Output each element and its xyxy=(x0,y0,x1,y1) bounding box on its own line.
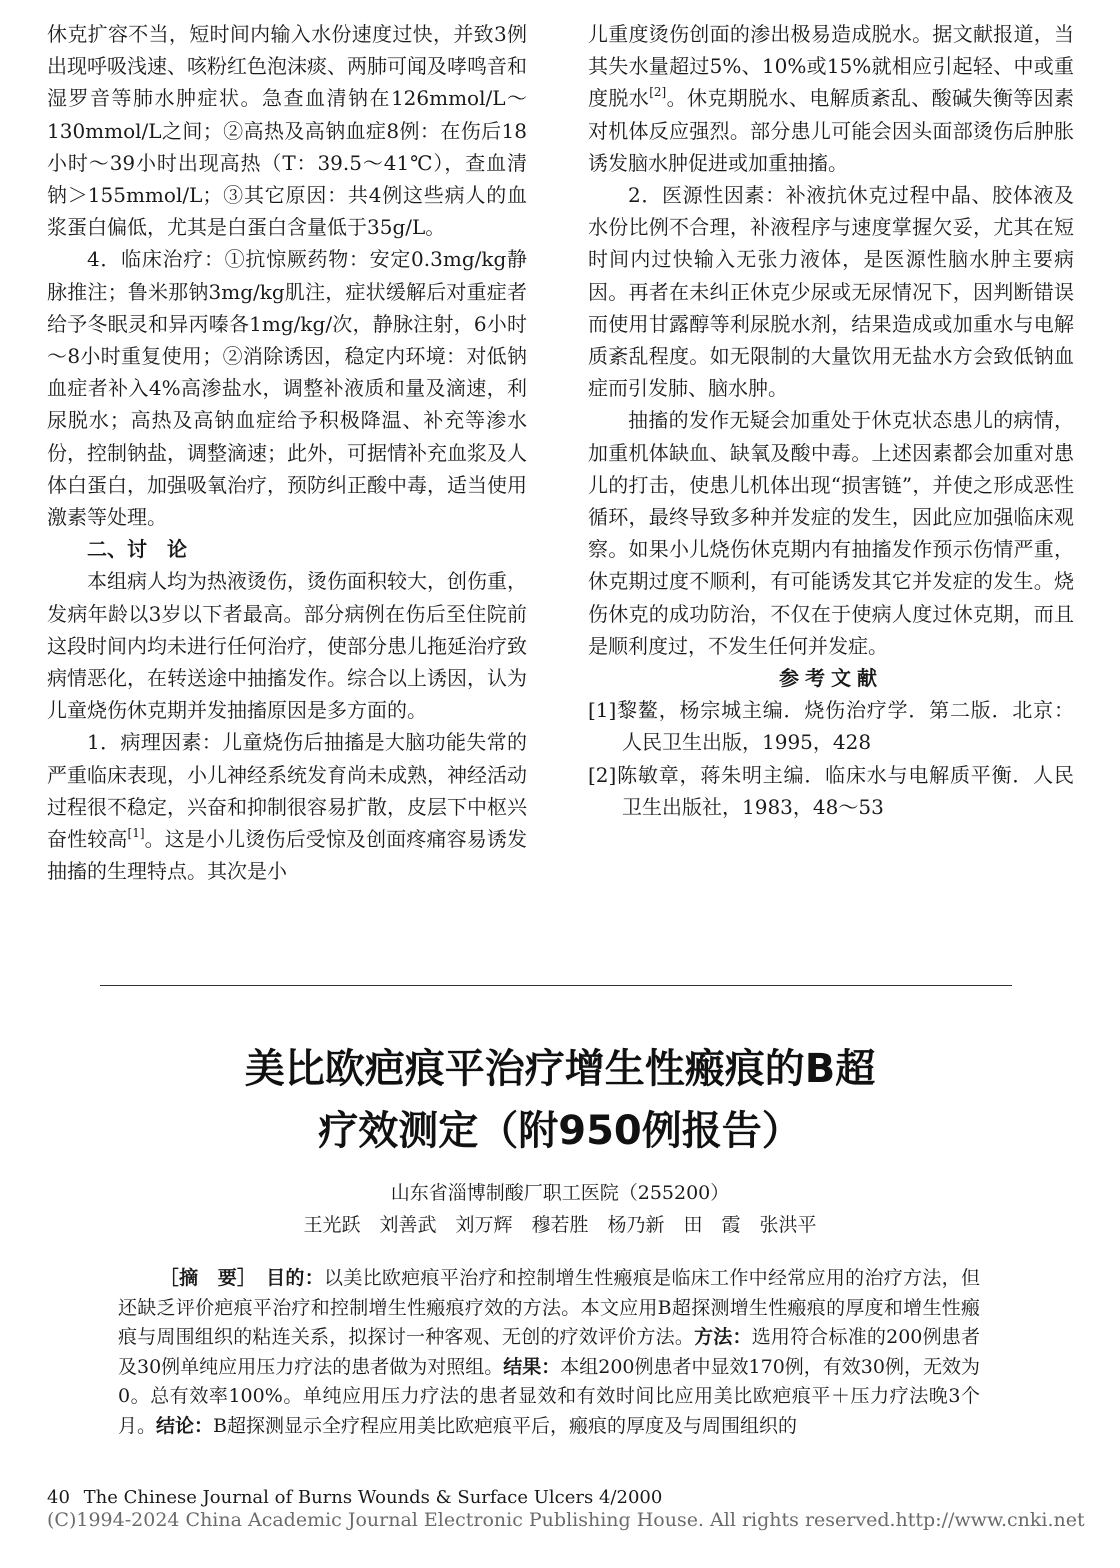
result-text: 本组200例患者中显效170例，有效30例，无效为0。总有效率100%。单纯应用压力疗法的患者显效和有效时间比应用美比欧疤痕平＋压力疗法晚3个月。 xyxy=(118,1355,980,1437)
copyright-watermark xyxy=(47,1508,1085,1532)
paragraph xyxy=(588,18,1074,179)
citation-marker[interactable]: [2] xyxy=(649,85,667,100)
abstract xyxy=(118,1264,980,1441)
conclusion-label: 结论： xyxy=(156,1414,214,1437)
paragraph-text: 。休克期脱水、电解质紊乱、酸碱失衡等因素对机体反应强烈。部分患儿可能会因头面部烫伤后肿胀诱发脑水肿促进或加重抽搐。 xyxy=(588,86,1075,175)
paragraph-text: 1．病理因素：儿童烧伤后抽搐是大脑功能失常的严重临床表现，小儿神经系统发育尚未成熟，神经活动过程很不稳定，兴奋和抑制很容易扩散，皮层下中枢兴奋性较高 xyxy=(47,730,527,852)
cnki-link[interactable]: http://www.cnki.net xyxy=(895,1509,1085,1531)
page-number: 40 xyxy=(47,1487,70,1508)
author-list: 王光跃 刘善武 刘万辉 穆若胜 杨乃新 田 霞 张洪平 xyxy=(303,1214,817,1236)
objective-text: 以美比欧疤痕平治疗和控制增生性瘢痕是临床工作中经常应用的治疗方法，但还缺乏评价疤痕平治疗和控制增生性瘢痕疗效的方法。本文应用B超探测增生性瘢痕的厚度和增生性瘢痕与周围组织的粘连关系，拟探讨一种客观、无创的疗效评价方法。 xyxy=(118,1267,980,1348)
abstract-label: ［摘 要］ xyxy=(159,1267,247,1289)
references-heading: 参考文献 xyxy=(779,666,883,691)
section-heading: 二、讨 论 xyxy=(87,537,187,562)
paragraph xyxy=(47,726,527,887)
objective-label: 目的： xyxy=(266,1267,325,1289)
journal-name: The Chinese Journal of Burns Wounds & Surface Ulcers 4/2000 xyxy=(83,1487,663,1508)
result-label: 结果： xyxy=(503,1355,561,1378)
paragraph: 2．医源性因素：补液抗休克过程中晶、胶体液及水份比例不合理，补液程序与速度掌握欠妥，尤其在短时间内过快输入无张力液体，是医源性脑水肿主要病因。再者在未纠正休克少尿或无尿情况下，因判断错误而使用甘露醇等利尿脱水剂，结果造成或加重水与电解质紊乱程度。如无限制的大量饮用无盐水方会致低钠血症而引发肺、脑水肿。 xyxy=(588,183,1074,401)
author-institution: 山东省淄博制酸厂职工医院（255200） xyxy=(390,1182,730,1204)
paragraph: 休克扩容不当，短时间内输入水份速度过快，并致3例出现呼吸浅速、咳粉红色泡沫痰、两肺可闻及哮鸣音和湿罗音等肺水肿症状。急查血清钠在126mmol/L～130mmol/L之间；②高热及高钠血症8例：在伤后18小时～39小时出现高热（T：39.5～41℃），查血清钠＞155mmol/L；③其它原因：共4例这些病人的血浆蛋白偏低，尤其是白蛋白含量低于35g/L。 xyxy=(47,22,527,240)
right-column xyxy=(588,18,1074,823)
abstract-paragraph xyxy=(118,1264,980,1441)
article-title-line: 疗效测定（附950例报告） xyxy=(318,1108,802,1154)
conclusion-text: B超探测显示全疗程应用美比欧疤痕平后，瘢痕的厚度及与周围组织的 xyxy=(213,1414,797,1437)
citation-marker[interactable]: [1] xyxy=(127,826,145,841)
method-text: 选用符合标准的200例患者及30例单纯应用压力疗法的患者做为对照组。 xyxy=(118,1326,980,1378)
paragraph: 4．临床治疗：①抗惊厥药物：安定0.3mg/kg静脉推注；鲁米那钠3mg/kg肌注，症状缓解后对重症者给予冬眠灵和异丙嗪各1mg/kg/次，静脉注射，6小时～8小时重复使用；②消除诱因，稳定内环境：对低钠血症者补入4%高渗盐水，调整补液质和量及滴速，利尿脱水；高热及高钠血症给予积极降温、补充等渗水份，控制钠盐，调整滴速；此外，可据情补充血浆及人体白蛋白，加强吸氧治疗，预防纠正酸中毒，适当使用激素等处理。 xyxy=(47,247,527,530)
left-column xyxy=(47,18,527,887)
reference-item: [1]黎鳌，杨宗城主编．烧伤治疗学．第二版．北京：人民卫生出版，1995，428 xyxy=(588,698,1074,755)
paragraph: 本组病人均为热液烫伤，烫伤面积较大，创伤重，发病年龄以3岁以下者最高。部分病例在伤后至住院前这段时间内均未进行任何治疗，使部分患儿拖延治疗致病情恶化，在转送途中抽搐发作。综合以上诱因，认为儿童烧伤休克期并发抽搐原因是多方面的。 xyxy=(47,569,527,723)
method-label: 方法： xyxy=(694,1326,752,1348)
reference-item: [2]陈敏章，蒋朱明主编．临床水与电解质平衡．人民卫生出版社，1983，48～53 xyxy=(588,762,1074,819)
article-title xyxy=(0,1038,1120,1162)
paragraph: 抽搐的发作无疑会加重处于休克状态患儿的病情，加重机体缺血、缺氧及酸中毒。上述因素都会加重对患儿的打击，使患儿机体出现“损害链”，并使之形成恶性循环，最终导致多种并发症的发生，因此应加强临床观察。如果小儿烧伤休克期内有抽搐发作预示伤情严重，休克期过度不顺利，有可能诱发其它并发症的发生。烧伤休克的成功防治，不仅在于使病人度过休克期，而且是顺利度过，不发生任何并发症。 xyxy=(588,408,1074,658)
section-divider xyxy=(100,985,1012,986)
paragraph-text: 。这是小儿烫伤后受惊及创面疼痛容易诱发抽搐的生理特点。其次是小 xyxy=(47,827,528,884)
article-title-line: 美比欧疤痕平治疗增生性瘢痕的B超 xyxy=(244,1046,876,1092)
copyright-text: (C)1994-2024 China Academic Journal Electronic Publishing House. All rights reserved. xyxy=(47,1509,896,1531)
paragraph-text: 儿重度烫伤创面的渗出极易造成脱水。据文献报道，当其失水量超过5%、10%或15%就相应引起轻、中或重度脱水 xyxy=(588,22,1074,111)
page-footer xyxy=(47,1487,670,1509)
